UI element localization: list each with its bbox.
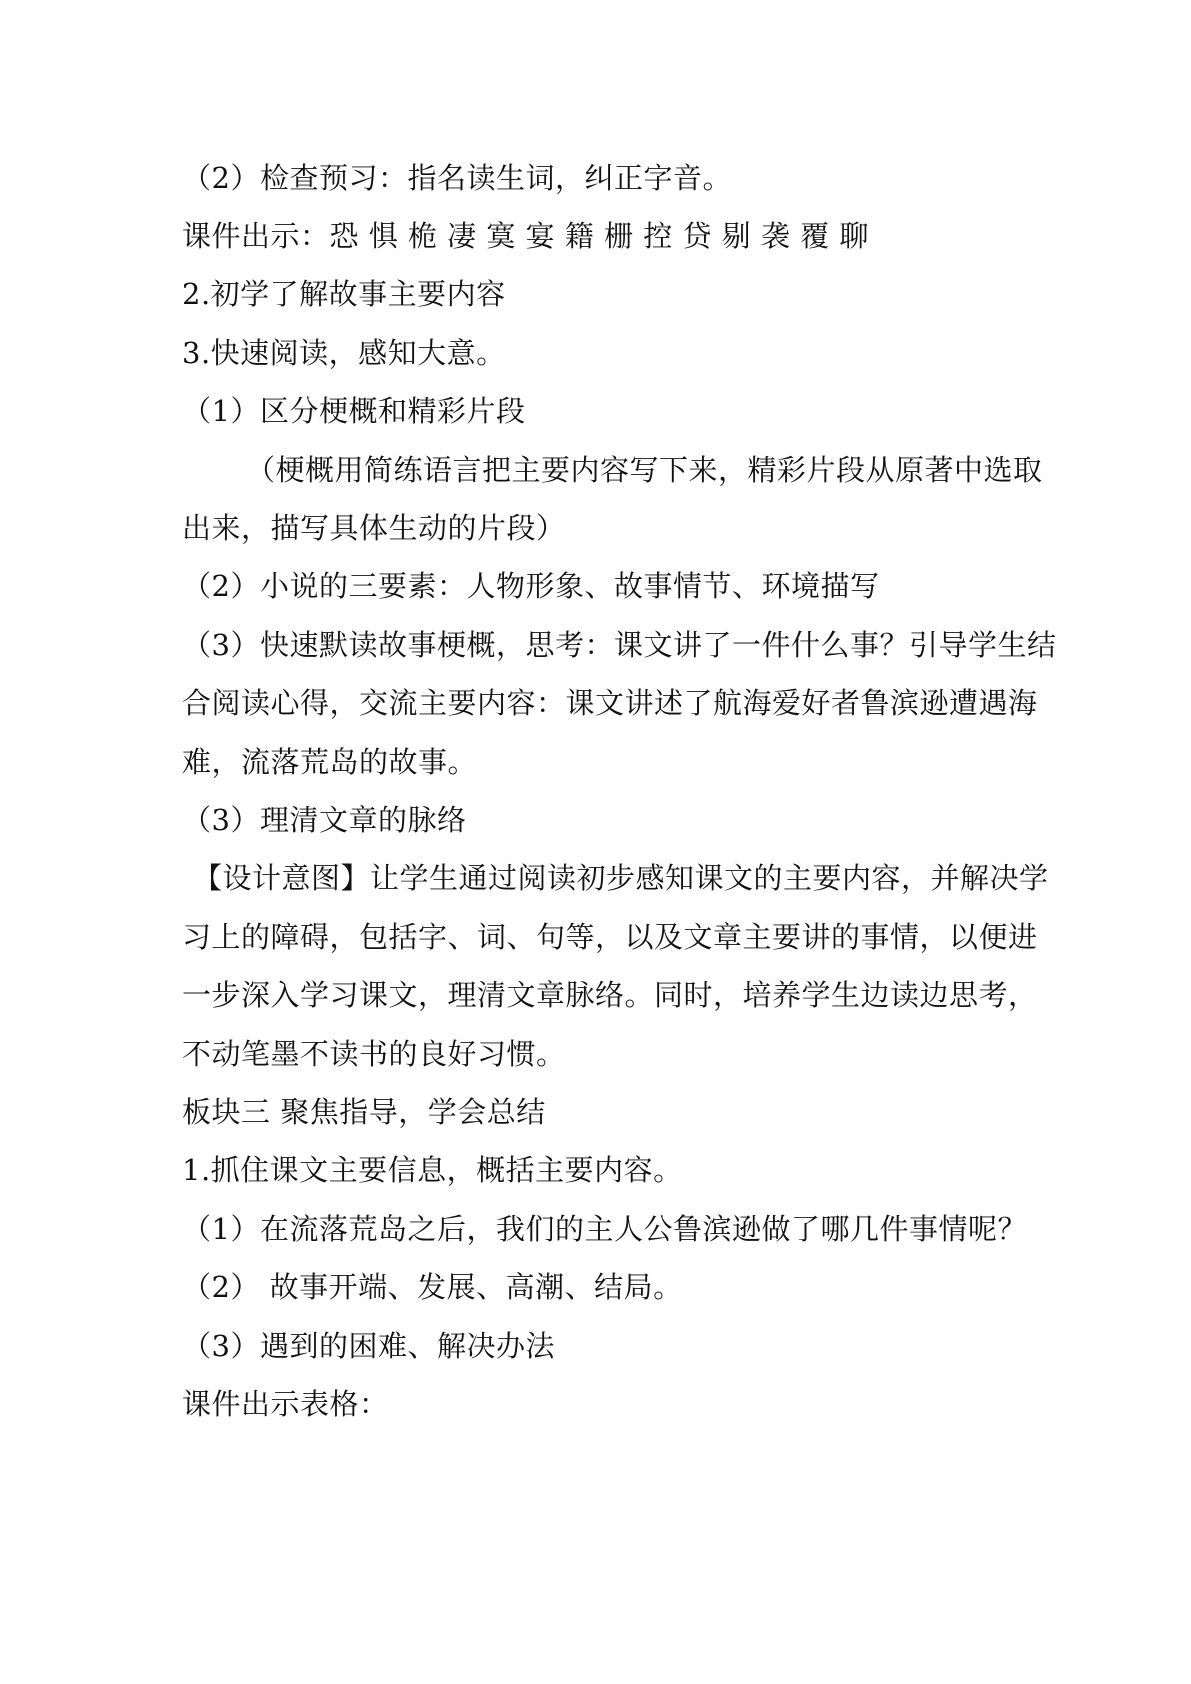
text-line: （3）快速默读故事梗概，思考：课文讲了一件什么事？引导学生结 bbox=[182, 628, 1057, 662]
text-line: 课件出示表格： bbox=[182, 1387, 389, 1421]
text-line: 习上的障碍，包括字、词、句等，以及文章主要讲的事情，以便进 bbox=[182, 920, 1038, 954]
text-line: 不动笔墨不读书的良好习惯。 bbox=[182, 1037, 566, 1071]
text-line: （2） 故事开端、发展、高潮、结局。 bbox=[182, 1270, 683, 1304]
text-line: 课件出示：恐 惧 桅 凄 寞 宴 籍 栅 控 贷 剔 袭 覆 聊 bbox=[182, 219, 869, 253]
text-line: （2）小说的三要素：人物形象、故事情节、环境描写 bbox=[182, 569, 880, 603]
section-heading: 板块三 聚焦指导，学会总结 bbox=[182, 1095, 546, 1129]
text-line: 2.初学了解故事主要内容 bbox=[182, 277, 506, 311]
text-line: 出来，描写具体生动的片段） bbox=[182, 511, 566, 545]
text-line: （3）理清文章的脉络 bbox=[182, 803, 467, 837]
text-line: 3.快速阅读，感知大意。 bbox=[182, 336, 506, 370]
text-line: （1）在流落荒岛之后，我们的主人公鲁滨逊做了哪几件事情呢？ bbox=[182, 1212, 1027, 1246]
text-line: 合阅读心得，交流主要内容：课文讲述了航海爱好者鲁滨逊遭遇海 bbox=[182, 686, 1038, 720]
design-intent-line: 【设计意图】让学生通过阅读初步感知课文的主要内容，并解决学 bbox=[193, 861, 1049, 895]
text-line: （1）区分梗概和精彩片段 bbox=[182, 394, 526, 428]
text-line: （2）检查预习：指名读生词，纠正字音。 bbox=[182, 161, 732, 195]
text-line: 1.抓住课文主要信息，概括主要内容。 bbox=[182, 1153, 683, 1187]
text-line: （3）遇到的困难、解决办法 bbox=[182, 1329, 555, 1363]
text-line: 一步深入学习课文，理清文章脉络。同时，培养学生边读边思考， bbox=[182, 978, 1038, 1012]
text-line: （梗概用简练语言把主要内容写下来，精彩片段从原著中选取 bbox=[246, 453, 1043, 487]
text-line: 难，流落荒岛的故事。 bbox=[182, 745, 478, 779]
